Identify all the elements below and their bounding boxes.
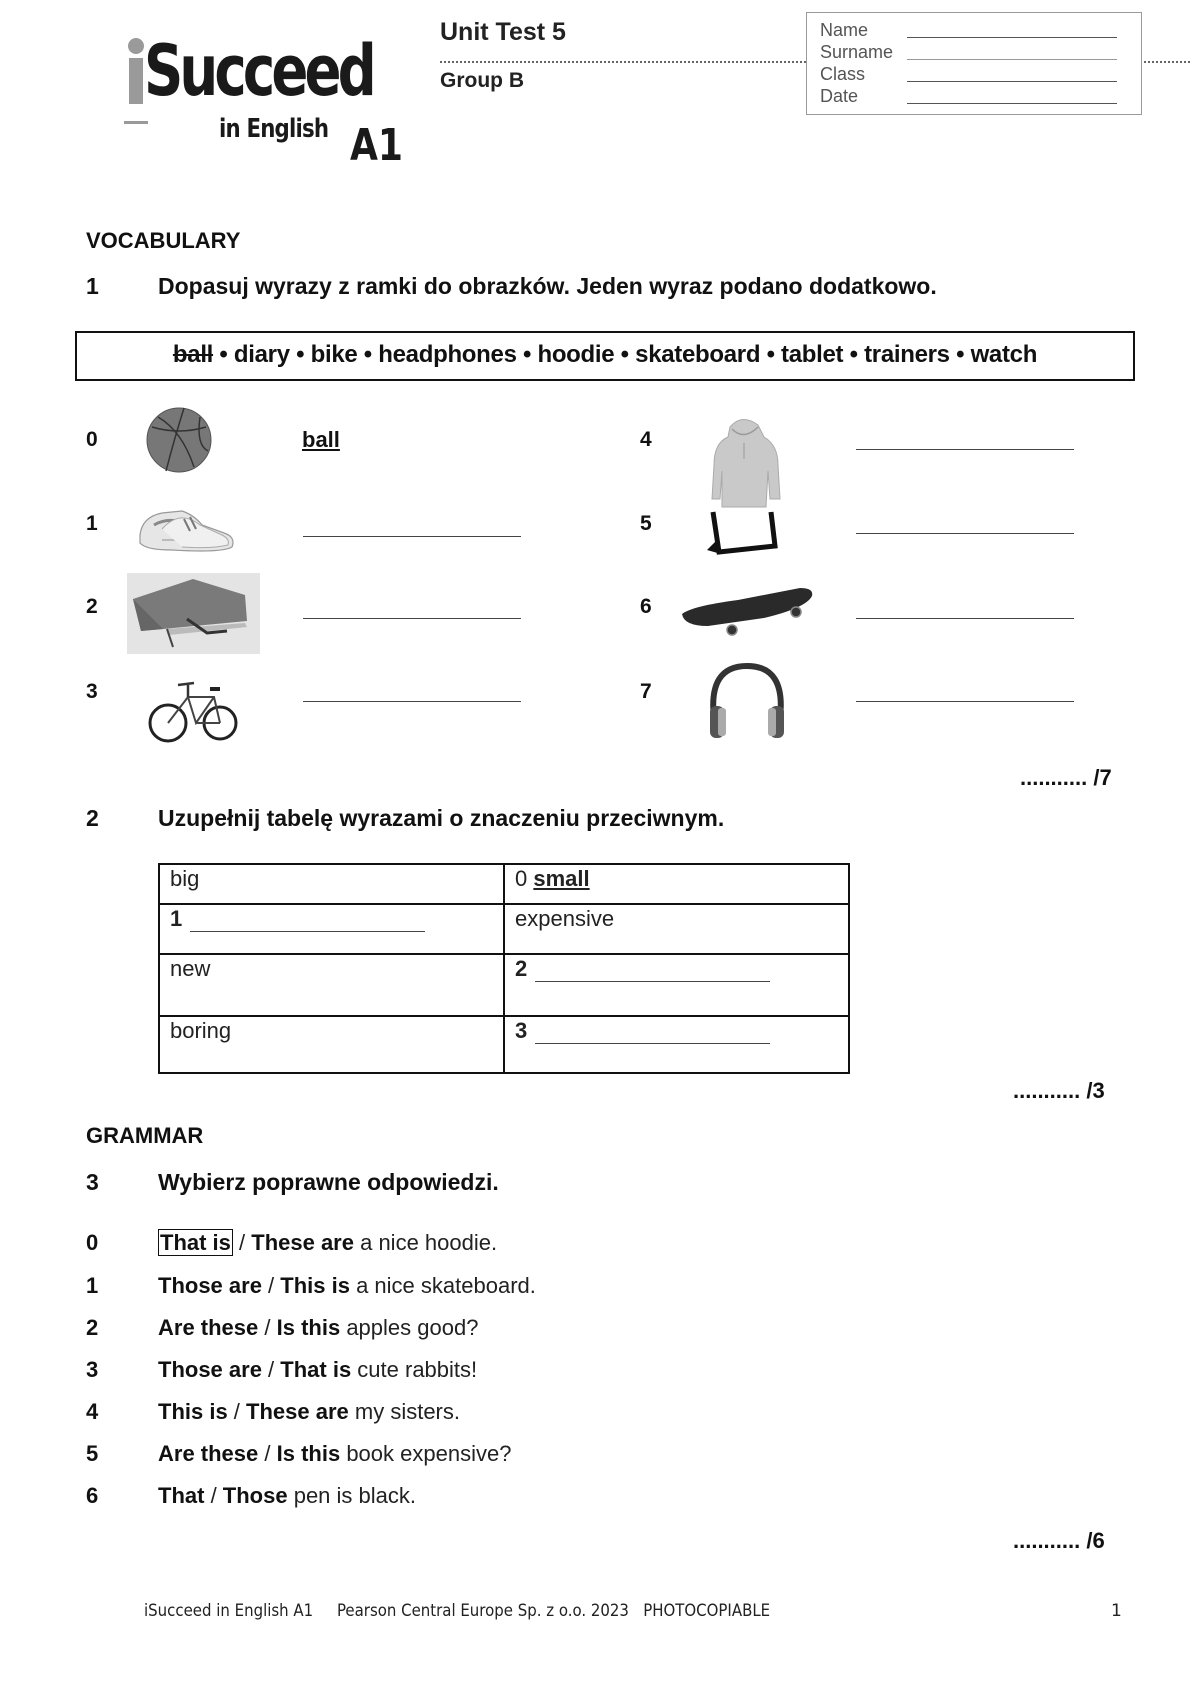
diary-picture — [127, 573, 260, 654]
item-2-answer-field[interactable] — [303, 618, 521, 619]
table-cell — [159, 904, 504, 954]
item-0-number: 0 — [86, 428, 98, 451]
table-row — [159, 1016, 849, 1073]
separator: / — [204, 1483, 223, 1508]
option-2[interactable]: These are — [251, 1230, 354, 1255]
logo-level-text: A1 — [350, 120, 404, 171]
task-3-number: 3 — [86, 1169, 99, 1195]
vocabulary-heading: VOCABULARY — [86, 228, 241, 253]
task-1-score-dots: ........... — [1020, 765, 1088, 790]
cell-text: big — [170, 866, 200, 891]
task-2-number: 2 — [86, 805, 99, 831]
option-1[interactable]: Those are — [158, 1273, 262, 1298]
cell-number: 0 — [515, 866, 528, 891]
option-1[interactable]: Are these — [158, 1315, 259, 1340]
logo-i-dot — [128, 38, 144, 54]
item-1-number: 1 — [86, 512, 98, 535]
word-box-example: ball — [172, 341, 214, 368]
separator: / — [258, 1315, 277, 1340]
headphones-picture — [702, 658, 792, 748]
answer-2-field[interactable] — [535, 962, 770, 982]
sentence-rest: a nice skateboard. — [349, 1273, 536, 1298]
cell-number: 3 — [515, 1018, 528, 1043]
option-2[interactable]: Is this — [276, 1441, 341, 1466]
footer-text: iSucceed in English A1 Pearson Central Europe Sp. z o.o. 2023 PHOTOCOPIABLE — [144, 1601, 771, 1621]
option-2[interactable]: That is — [280, 1357, 352, 1382]
option-1[interactable]: This is — [158, 1399, 228, 1424]
sentence-rest: apples good? — [340, 1315, 479, 1340]
separator: / — [261, 1273, 281, 1298]
table-cell — [504, 864, 849, 904]
task-3-score-total: /6 — [1086, 1528, 1105, 1553]
item-number: 6 — [86, 1483, 99, 1508]
item-1-answer-field[interactable] — [303, 536, 521, 537]
item-4-number: 4 — [640, 428, 652, 451]
task-2-score-dots: ........... — [1013, 1078, 1081, 1103]
item-6-answer-field[interactable] — [856, 618, 1074, 619]
name-label: Name — [820, 20, 869, 40]
option-1[interactable]: That — [158, 1483, 205, 1508]
item-number: 1 — [86, 1273, 99, 1298]
tablet-picture — [705, 510, 780, 560]
option-2[interactable]: Is this — [276, 1315, 341, 1340]
separator: / — [227, 1399, 247, 1424]
item-3-answer-field[interactable] — [303, 701, 521, 702]
option-1-selected[interactable]: That is — [160, 1230, 231, 1255]
task-1-instruction: Dopasuj wyrazy z ramki do obrazków. Jeden wyraz podano dodatkowo. — [158, 273, 937, 299]
table-cell — [159, 954, 504, 1016]
group-label: Group B — [440, 69, 524, 92]
grammar-heading: GRAMMAR — [86, 1123, 204, 1148]
logo — [126, 30, 406, 171]
table-row — [159, 954, 849, 1016]
date-field[interactable] — [907, 103, 1117, 104]
task-2-score — [1013, 1078, 1105, 1104]
item-7-number: 7 — [640, 680, 652, 703]
table-cell — [159, 1016, 504, 1073]
item-2-number: 2 — [86, 595, 98, 618]
test-title: Unit Test 5 — [440, 18, 566, 46]
surname-field[interactable] — [907, 59, 1117, 60]
separator: / — [232, 1230, 252, 1255]
item-number: 5 — [86, 1441, 99, 1466]
bike-picture — [148, 675, 240, 745]
item-number: 4 — [86, 1399, 99, 1424]
answer-3-field[interactable] — [535, 1024, 770, 1044]
class-field[interactable] — [907, 81, 1117, 82]
item-7-answer-field[interactable] — [856, 701, 1074, 702]
item-number: 3 — [86, 1357, 99, 1382]
table-cell — [504, 954, 849, 1016]
table-row — [159, 864, 849, 904]
sentence-rest: my sisters. — [348, 1399, 460, 1424]
task-2-score-total: /3 — [1086, 1078, 1105, 1103]
trainers-picture — [132, 495, 242, 560]
task-1-number: 1 — [86, 273, 99, 299]
class-label: Class — [820, 64, 866, 84]
logo-sub-text: in English — [219, 114, 329, 144]
cell-text: boring — [170, 1018, 232, 1043]
sentence-rest: a nice hoodie. — [353, 1230, 498, 1255]
page-number: 1 — [1111, 1601, 1122, 1621]
task-1-score-total: /7 — [1093, 765, 1112, 790]
separator: / — [261, 1357, 281, 1382]
word-box — [75, 331, 1135, 381]
logo-main-text: Succeed — [144, 30, 373, 112]
logo-i-underline — [124, 121, 148, 124]
cell-number: 2 — [515, 956, 528, 981]
basketball-picture — [144, 405, 214, 475]
sentence-rest: book expensive? — [340, 1441, 512, 1466]
item-5-answer-field[interactable] — [856, 533, 1074, 534]
student-info-box — [806, 12, 1142, 115]
option-1[interactable]: Those are — [158, 1357, 262, 1382]
item-4-answer-field[interactable] — [856, 449, 1074, 450]
option-1[interactable]: Are these — [158, 1441, 259, 1466]
table-cell — [504, 904, 849, 954]
sentence-rest: cute rabbits! — [351, 1357, 478, 1382]
hoodie-picture — [708, 415, 783, 510]
item-number: 2 — [86, 1315, 99, 1340]
cell-text: new — [170, 956, 211, 981]
table-row — [159, 904, 849, 954]
task-3-score-dots: ........... — [1013, 1528, 1081, 1553]
task-2-instruction: Uzupełnij tabelę wyrazami o znaczeniu przeciwnym. — [158, 805, 725, 831]
example-answer: small — [533, 866, 590, 891]
option-2[interactable]: Those — [222, 1483, 288, 1508]
item-6-number: 6 — [640, 595, 652, 618]
option-2[interactable]: These are — [246, 1399, 349, 1424]
surname-label: Surname — [820, 42, 894, 62]
task-1-score — [1020, 765, 1112, 791]
date-label: Date — [820, 86, 859, 106]
separator: / — [258, 1441, 277, 1466]
logo-i-stem — [129, 58, 143, 104]
task-3-score — [1013, 1528, 1105, 1554]
skateboard-picture — [678, 580, 818, 638]
sentence-rest: pen is black. — [287, 1483, 416, 1508]
word-box-words: • diary • bike • headphones • hoodie • skateboard • tablet • trainers • watch — [213, 341, 1038, 368]
item-0-answer: ball — [302, 427, 340, 452]
task-3-instruction: Wybierz poprawne odpowiedzi. — [158, 1169, 499, 1195]
item-3-number: 3 — [86, 680, 98, 703]
answer-1-field[interactable] — [190, 912, 425, 932]
item-number: 0 — [86, 1230, 99, 1255]
table-cell — [504, 1016, 849, 1073]
name-field[interactable] — [907, 37, 1117, 38]
option-2[interactable]: This is — [280, 1273, 350, 1298]
opposites-table — [158, 863, 850, 1074]
cell-number: 1 — [170, 906, 183, 931]
item-5-number: 5 — [640, 512, 652, 535]
table-cell — [159, 864, 504, 904]
cell-text: expensive — [515, 906, 615, 931]
